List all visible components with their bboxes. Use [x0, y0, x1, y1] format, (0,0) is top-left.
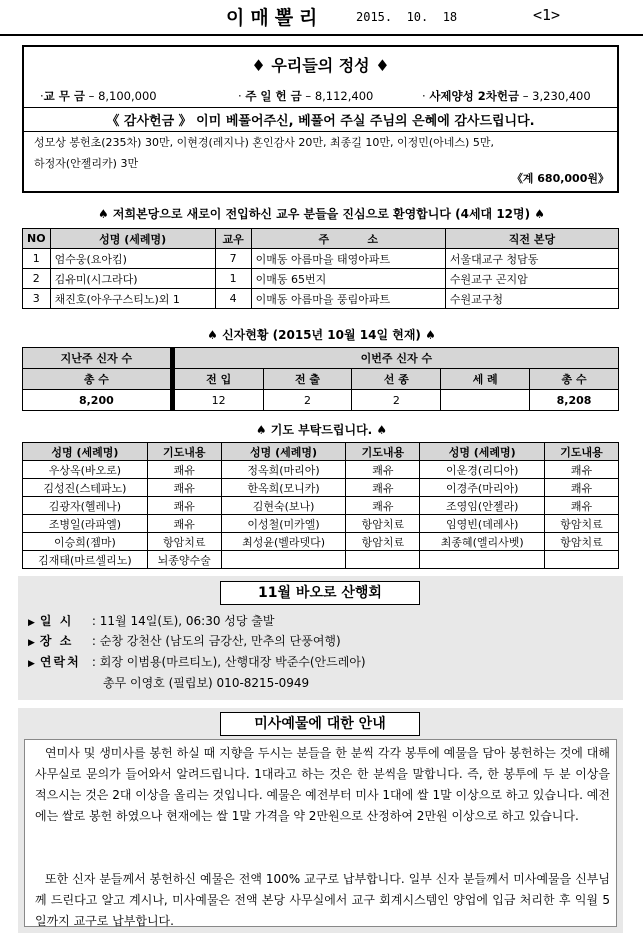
cell: 이매동 아름마을 태영아파트: [251, 249, 445, 269]
welcome-heading: ♠ 저희본당으로 새로이 전입하신 교우 분들을 진심으로 환영합니다 (4세대 12명) ♠: [97, 207, 546, 221]
cell: 이매동 65번지: [251, 269, 445, 289]
cell: 항암치료: [147, 533, 221, 551]
cell: 2: [23, 269, 51, 289]
welcome-header-row: [23, 229, 619, 249]
cell: 3: [23, 289, 51, 309]
cell: 쾌유: [147, 479, 221, 497]
cell: 임영빈(데레사): [420, 515, 545, 533]
page-number: <1>: [533, 6, 561, 24]
cell: 엄수웅(요아킴): [50, 249, 215, 269]
col-baptism: 세 례: [441, 369, 530, 390]
table-row: [23, 551, 619, 569]
col-no: NO: [23, 229, 51, 249]
col-name: 성명 (세례명): [420, 443, 545, 461]
cell: 김성진(스테파노): [23, 479, 148, 497]
cell: 쾌유: [346, 461, 420, 479]
cell: 7: [215, 249, 251, 269]
cell: 조영임(안젤라): [420, 497, 545, 515]
second-label: 사제양성 2차헌금: [429, 89, 520, 103]
second-collection-amount: · 사제양성 2차헌금 – 3,230,400: [422, 89, 591, 103]
table-row: [23, 269, 619, 289]
bulletin-date: 2015. 10. 18: [356, 10, 458, 24]
table-row: [23, 497, 619, 515]
thanks-names-line1: 성모상 봉헌초(235차) 30만, 이현경(레지나) 혼인감사 20만, 최종길 10만, 이정민(아네스) 5만,: [34, 136, 494, 149]
cell: 수원교구청: [445, 289, 618, 309]
hiking-date: [28, 612, 274, 629]
believers-row-1: [23, 348, 619, 369]
col-total: 총 수: [530, 369, 619, 390]
col-name: 성명 (세례명): [23, 443, 148, 461]
offering-label: 교 무 금: [43, 89, 85, 103]
prayer-heading: ♠ 기도 부탁드립니다. ♠: [255, 423, 388, 437]
cell: 4: [215, 289, 251, 309]
cell: 쾌유: [147, 497, 221, 515]
col-request: 기도내용: [147, 443, 221, 461]
cell: 한옥희(모니카): [221, 479, 346, 497]
table-row: [23, 289, 619, 309]
hiking-contact-label: 연락처: [39, 655, 81, 669]
mass-offering-body: [24, 739, 617, 927]
col-previous-parish: 직전 본당: [445, 229, 618, 249]
bullet-icon: ▶: [28, 638, 35, 648]
cell: 이운경(리디아): [420, 461, 545, 479]
cell: 김재태(마르셀리노): [23, 551, 148, 569]
cell: 김유미(시그라다): [50, 269, 215, 289]
cell: 항암치료: [545, 515, 619, 533]
sunday-amount: · 주 일 헌 금 – 8,112,400: [238, 89, 374, 103]
sunday-value: 8,112,400: [314, 89, 374, 103]
cell: 최성윤(벨라뎃다): [221, 533, 346, 551]
believers-table: [22, 347, 619, 411]
cell: 쾌유: [545, 479, 619, 497]
believers-row-2: [23, 369, 619, 390]
cell: [346, 551, 420, 569]
total-value: 8,208: [530, 390, 619, 411]
sincerity-box: [22, 45, 619, 193]
cell: 우상옥(바오로): [23, 461, 148, 479]
welcome-table: [22, 228, 619, 309]
cell: 이매동 아름마을 풍림아파트: [251, 289, 445, 309]
table-row: [23, 249, 619, 269]
bullet-icon: ▶: [28, 618, 35, 628]
thanks-names: [34, 132, 609, 174]
cell: 항암치료: [346, 533, 420, 551]
col-request: 기도내용: [346, 443, 420, 461]
cell: 이경주(마리아): [420, 479, 545, 497]
cell: 최종혜(엘리사벳): [420, 533, 545, 551]
cell: 채진호(아우구스티노)외 1: [50, 289, 215, 309]
col-request: 기도내용: [545, 443, 619, 461]
cell: 쾌유: [545, 497, 619, 515]
mass-offering-title: 미사예물에 대한 안내: [220, 712, 420, 736]
table-row: [23, 515, 619, 533]
cell: 쾌유: [346, 497, 420, 515]
col-move-in: 전 입: [174, 369, 263, 390]
last-total-label: 총 수: [23, 369, 171, 390]
col-name: 성명 (세례명): [221, 443, 346, 461]
hiking-date-value: : 11월 14일(토), 06:30 성당 출발: [91, 614, 275, 628]
bulletin-header: [0, 0, 643, 36]
hiking-title: 11월 바오로 산행회: [220, 581, 420, 605]
move-in-value: 12: [174, 390, 263, 411]
table-row: [23, 533, 619, 551]
mass-offering-panel: [18, 708, 623, 933]
cell: [420, 551, 545, 569]
offering-amount: ·교 무 금 – 8,100,000: [40, 89, 157, 103]
cell: 이성철(미카엘): [221, 515, 346, 533]
col-deceased: 선 종: [352, 369, 441, 390]
cell: 쾌유: [346, 479, 420, 497]
table-row: [23, 461, 619, 479]
believers-row-3: [23, 390, 619, 411]
cell: 1: [215, 269, 251, 289]
cell: 뇌종양수술: [147, 551, 221, 569]
cell: 1: [23, 249, 51, 269]
thanks-names-line2: 하정자(안젤리카) 3만: [34, 157, 139, 170]
believers-heading: ♠ 신자현황 (2015년 10월 14일 현재) ♠: [207, 328, 436, 342]
last-total-value: 8,200: [23, 390, 171, 411]
cell: 김광자(헬레나): [23, 497, 148, 515]
cell: 정옥희(마리아): [221, 461, 346, 479]
cell: 쾌유: [545, 461, 619, 479]
baptism-value: [441, 390, 530, 411]
move-out-value: 2: [263, 390, 352, 411]
this-week-label: 이번주 신자 수: [174, 348, 618, 369]
col-name: 성명 (세례명): [50, 229, 215, 249]
second-value: 3,230,400: [532, 89, 591, 103]
hiking-contact: [28, 653, 366, 670]
cell: 이승희(젬마): [23, 533, 148, 551]
bulletin-title: 이매뽈리: [226, 7, 324, 29]
col-members: 교우: [215, 229, 251, 249]
hiking-place-label: 장 소: [39, 634, 74, 648]
cell: 쾌유: [147, 461, 221, 479]
hiking-contact-secretary: 총무 이영호 (필립보) 010-8215-0949: [103, 676, 310, 690]
offering-value: 8,100,000: [98, 89, 157, 103]
table-row: [23, 479, 619, 497]
prayer-table: [22, 442, 619, 569]
col-move-out: 전 출: [263, 369, 352, 390]
cell: [221, 551, 346, 569]
deceased-value: 2: [352, 390, 441, 411]
cell: 조병일(라파엘): [23, 515, 148, 533]
sincerity-title: ♦ 우리들의 정성 ♦: [251, 56, 390, 75]
mass-offering-para2: 또한 신자 분들께서 봉헌하신 예물은 전액 100% 교구로 납부합니다. 일부 신자 분들께서 미사예물을 신부님께 드린다고 알고 계시나, 미사예물은 전액 본당 사무실에서 교구 회계시스템인 양업에 입금 처리한 후 익월 5일까지 교구로 납부합니다.: [35, 872, 610, 928]
hiking-place: [28, 632, 341, 649]
col-address: 주 소: [251, 229, 445, 249]
thanks-total: 《계 680,000원》: [511, 172, 609, 185]
hiking-place-value: : 순창 강천산 (남도의 금강산, 만추의 단풍여행): [91, 634, 341, 648]
hiking-date-label: 일 시: [39, 614, 74, 628]
cell: 항암치료: [346, 515, 420, 533]
prayer-header-row: [23, 443, 619, 461]
sunday-label: 주 일 헌 금: [245, 89, 302, 103]
cell: 항암치료: [545, 533, 619, 551]
cell: 수원교구 곤지암: [445, 269, 618, 289]
mass-offering-para1: 연미사 및 생미사를 봉헌 하실 때 지향을 두시는 분들을 한 분씩 각각 봉투에 예물을 담아 봉헌하는 것에 대해 사무실로 문의가 들어와서 알려드립니다. 1대라고 하는 것은 한 분씩을 말합니다. 즉, 한 봉투에 두 분 이상을 적으시는 것은 2대 이상을 올리는 것입니다. 예물은 예전부터 미사 1대에 쌀 1말 이상으로 하고 있습니다. 예전에는 쌀로 봉헌 하였으나 현재에는 쌀 1말 가격을 약 2만원으로 산정하여 2만원 이상으로 하고 있습니다.: [35, 746, 610, 823]
bullet-icon: ▶: [28, 659, 35, 669]
hiking-contact-value: : 회장 이범용(마르티노), 산행대장 박준수(안드레아): [91, 655, 366, 669]
cell: 쾌유: [147, 515, 221, 533]
last-week-label: 지난주 신자 수: [23, 348, 171, 369]
cell: [545, 551, 619, 569]
cell: 서울대교구 청담동: [445, 249, 618, 269]
cell: 김현숙(보나): [221, 497, 346, 515]
hiking-panel: [18, 576, 623, 700]
thanks-line: 《 감사헌금 》 이미 베풀어주신, 베풀어 주실 주님의 은혜에 감사드립니다.: [24, 107, 617, 132]
